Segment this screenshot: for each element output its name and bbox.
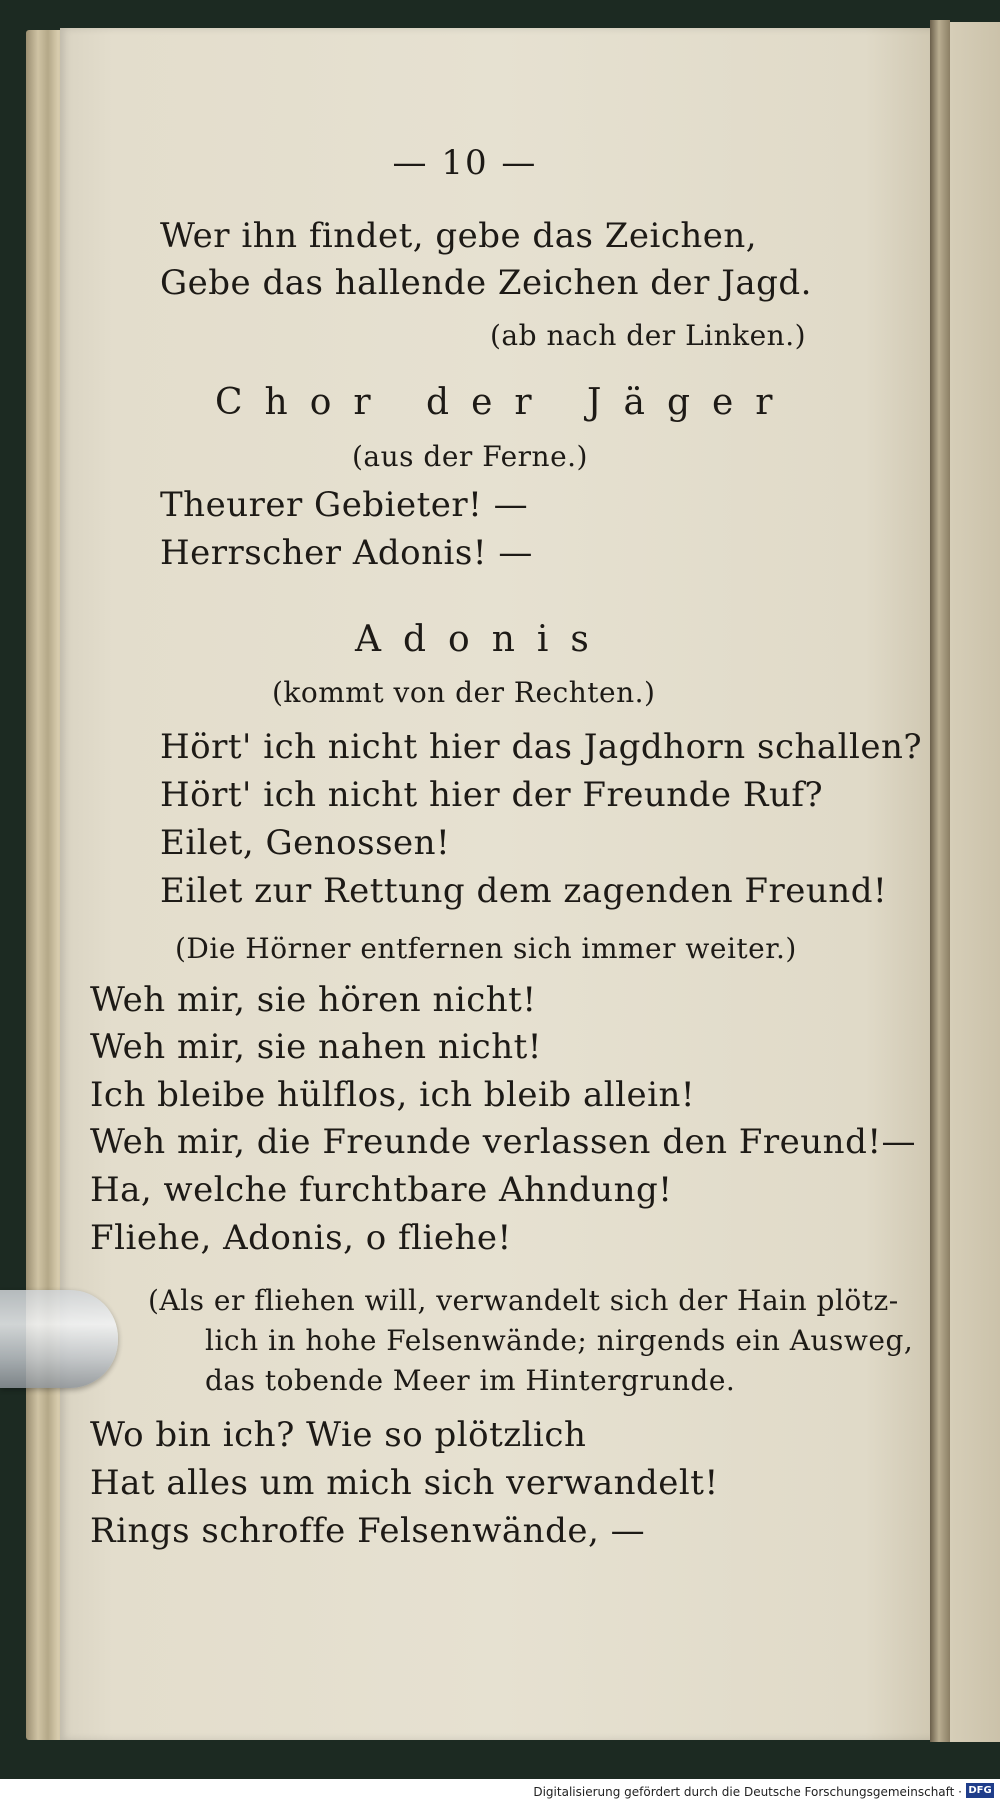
text-line: Rings schroffe Felsenwände, — <box>90 1511 646 1551</box>
dfg-logo-icon: DFG <box>966 1783 994 1798</box>
stage-direction: (aus der Ferne.) <box>352 440 588 473</box>
footer-bar <box>0 1779 1000 1801</box>
text-line: Ich bleibe hülflos, ich bleib allein! <box>90 1075 696 1115</box>
text-line: Ha, welche furchtbare Ahndung! <box>90 1170 673 1210</box>
text-line: Theurer Gebieter! — <box>160 485 529 525</box>
text-line: Weh mir, sie nahen nicht! <box>90 1027 542 1067</box>
text-line: Wo bin ich? Wie so plötzlich <box>90 1415 587 1455</box>
speaker-heading: Adonis <box>355 619 611 660</box>
stage-direction: (ab nach der Linken.) <box>490 319 807 352</box>
stage-direction: (Als er fliehen will, verwandelt sich der Hain plötz- <box>148 1284 899 1317</box>
text-line: Eilet zur Rettung dem zagenden Freund! <box>160 871 888 911</box>
text-line: Hört' ich nicht hier der Freunde Ruf? <box>160 775 824 815</box>
text-line: Herrscher Adonis! — <box>160 533 533 573</box>
text-line: Eilet, Genossen! <box>160 823 451 863</box>
stage-direction: das tobende Meer im Hintergrunde. <box>205 1364 736 1397</box>
text-line: Weh mir, die Freunde verlassen den Freund!— <box>90 1122 916 1162</box>
footer-credit: Digitalisierung gefördert durch die Deutsche Forschungsgemeinschaft · <box>533 1785 962 1799</box>
page-number: — 10 — <box>392 143 538 183</box>
text-line: Fliehe, Adonis, o fliehe! <box>90 1218 512 1258</box>
stage-direction: (kommt von der Rechten.) <box>272 676 656 709</box>
stage-direction: (Die Hörner entfernen sich immer weiter.) <box>175 932 797 965</box>
text-line: Gebe das hallende Zeichen der Jagd. <box>160 263 812 303</box>
text-line: Weh mir, sie hören nicht! <box>90 980 537 1020</box>
text-line: Hat alles um mich sich verwandelt! <box>90 1463 719 1503</box>
page-clip-icon <box>0 1290 118 1388</box>
text-line: Hört' ich nicht hier das Jagdhorn schallen? <box>160 727 923 767</box>
speaker-heading: Chor der Jäger <box>215 382 795 423</box>
stage-direction: lich in hohe Felsenwände; nirgends ein Ausweg, <box>205 1324 914 1357</box>
text-line: Wer ihn findet, gebe das Zeichen, <box>160 216 758 256</box>
